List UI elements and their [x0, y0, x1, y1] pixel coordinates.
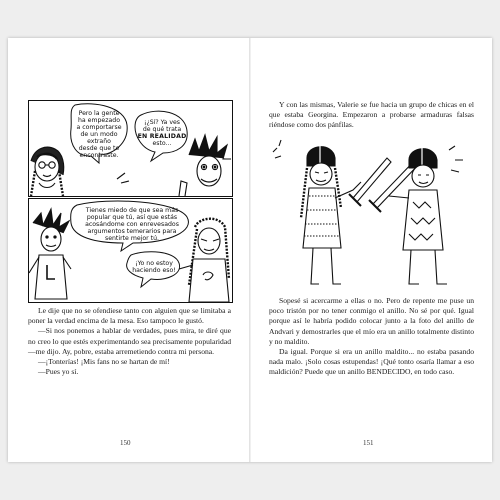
paragraph: —¡Tonterías! ¡Mis fans no se hartan de mí!: [38, 357, 170, 367]
bubble-line: Tienes miedo de que sea más: [85, 207, 179, 214]
bubble-line: esto...: [152, 140, 172, 147]
page-number-right: 151: [363, 439, 374, 447]
paragraph: Le dije que no se ofendiese tanto con alguien que se limitaba a poner la verdad encima de la mesa. Eso tampoco le gustó.: [28, 306, 231, 326]
illustration-girls-armor: [269, 138, 474, 288]
bubble-line: de qué trata: [142, 126, 182, 133]
bubble-line: EN REALIDAD: [137, 133, 187, 140]
paragraph: —Pues yo sí.: [38, 367, 79, 377]
bubble-line: popular que tú, así que estás: [86, 214, 178, 221]
left-page-text: [28, 306, 231, 377]
bubble-line: haciendo eso!: [132, 267, 176, 274]
bubble-line: desde que te: [78, 145, 120, 152]
bubble-line: ¡Yo no estoy: [135, 260, 173, 267]
page-number-left: 150: [120, 439, 131, 447]
speech-bubble-girl: [72, 110, 126, 159]
paragraph: Sopesé si acercarme a ellas o no. Pero de repente me puse un poco tristón por no tener conmigo el anillo. No sé por qué. Igual porque así le habría podido colocar junto a la foto del anillo de Andvari y demostrarles que el mío era un anillo totalmente distinto y no maldito.: [269, 296, 474, 346]
boy-drawing: [29, 209, 71, 299]
right-page: [251, 38, 492, 462]
bubble-line: Pero la gente: [78, 110, 120, 117]
right-page-text: [269, 296, 474, 378]
bubble-line: sentirte mejor tú.: [104, 235, 159, 242]
bubble-line: de un modo: [80, 131, 118, 138]
comic-panel-2: [28, 198, 233, 303]
comic-panel-1: [28, 100, 233, 197]
right-page-top-text: [269, 100, 474, 131]
paragraph: Da igual. Porque si era un anillo maldito... no estaba pasando nada malo. ¡Solo cosas estupendas! ¡Qué tonto osaría llamar a eso maldición? Puede que un anillo BENDECIDO, en todo caso.: [269, 347, 474, 377]
speech-bubble-boy: [73, 207, 191, 242]
paragraph: —Si nos ponemos a hablar de verdades, pues mira, te diré que no creo lo que estés experimentando sea precisamente popularidad —me dijo. Ay, pobre, estaba arremetiendo contra mi persona.: [28, 326, 231, 356]
speech-bubble-boy: [137, 119, 187, 147]
bubble-line: extraño: [87, 138, 111, 145]
girl-drawing: [31, 147, 64, 196]
bubble-line: argumentos temerarios para: [87, 228, 177, 235]
left-page: [8, 38, 249, 462]
book-spread: [8, 38, 492, 462]
bubble-line: acosándome con enrevesados: [85, 221, 179, 228]
speech-bubble-girl: [129, 260, 179, 274]
bubble-line: ha empezado: [77, 117, 120, 124]
paragraph: Y con las mismas, Valerie se fue hacia un grupo de chicas en el que estaba Georgina. Empezaron a probarse armaduras falsas riéndose como dos pánfilas.: [269, 100, 474, 130]
bubble-line: encontraste.: [79, 152, 119, 159]
bubble-line: ¡¿Sí? Ya ves: [143, 119, 181, 126]
panel-1-illustration: [29, 101, 232, 196]
bubble-line: a comportarse: [76, 124, 122, 131]
